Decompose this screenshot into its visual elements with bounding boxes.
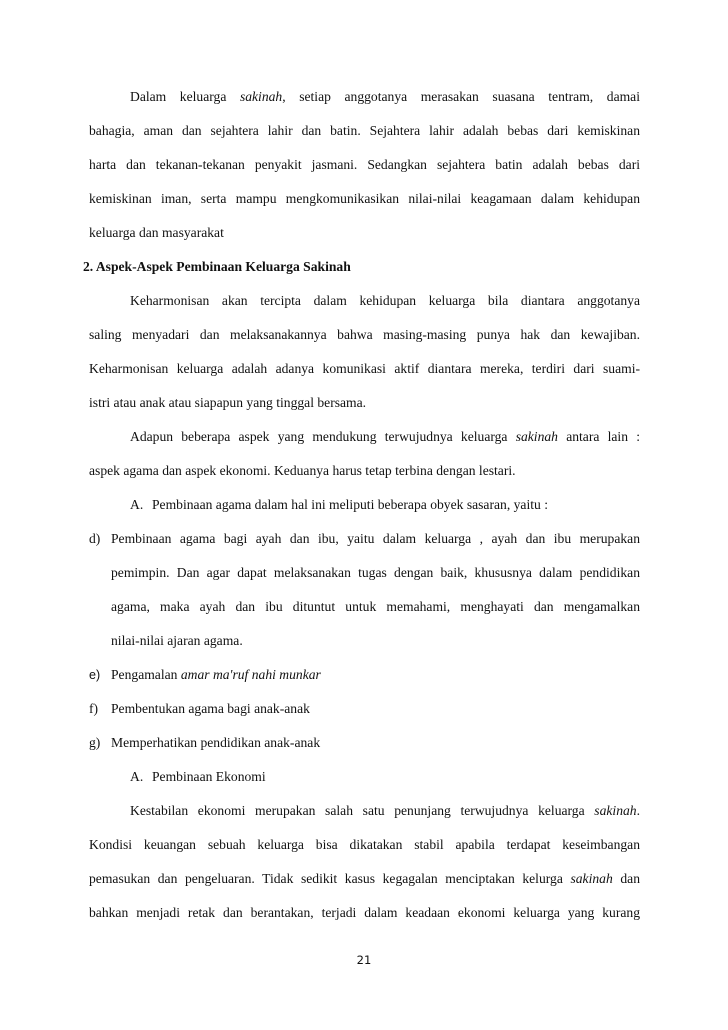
list-label: e) xyxy=(89,668,101,682)
italic-term: sakinah xyxy=(570,871,613,886)
paragraph-line: kemiskinan iman, serta mampu mengkomunikasikan nilai-nilai keagamaan dalam kehidupan xyxy=(89,191,640,206)
list-continuation: nilai-nilai ajaran agama. xyxy=(111,633,243,648)
list-item-f xyxy=(89,700,640,718)
paragraph-line: Kondisi keuangan sebuah keluarga bisa dikatakan stabil apabila terdapat keseimbangan xyxy=(89,837,640,852)
list-continuation: pemimpin. Dan agar dapat melaksanakan tugas dengan baik, khususnya dalam pendidikan xyxy=(111,565,640,580)
list-item-d xyxy=(89,530,640,548)
section-heading: 2. Aspek-Aspek Pembinaan Keluarga Sakinah xyxy=(83,259,351,274)
list-item-g xyxy=(89,734,640,752)
paragraph-line: istri atau anak atau siapapun yang tinggal bersama. xyxy=(89,395,367,410)
italic-term: sakinah xyxy=(594,803,637,818)
paragraph-line: harta dan tekanan-tekanan penyakit jasmani. Sedangkan sejahtera batin adalah bebas dari xyxy=(89,157,640,172)
list-continuation: agama, maka ayah dan ibu dituntut untuk memahami, menghayati dan mengamalkan xyxy=(111,599,640,614)
text-span: Kestabilan ekonomi merupakan salah satu penunjang terwujudnya keluarga xyxy=(130,803,595,818)
italic-term: sakinah xyxy=(239,89,283,104)
paragraph-line xyxy=(130,802,640,820)
italic-term: sakinah xyxy=(515,429,558,444)
subheading-agama xyxy=(130,496,640,514)
text-span: antara lain : xyxy=(557,429,640,444)
paragraph-line xyxy=(130,88,640,106)
sub-text: Pembinaan agama dalam hal ini meliputi beberapa obyek sasaran, yaitu : xyxy=(152,497,548,512)
list-text: Pembinaan agama bagi ayah dan ibu, yaitu dalam keluarga , ayah dan ibu merupakan xyxy=(111,531,640,546)
paragraph-line xyxy=(130,428,640,446)
text-span: Dalam keluarga xyxy=(130,89,240,104)
text-span: Adapun beberapa aspek yang mendukung terwujudnya keluarga xyxy=(130,429,516,444)
paragraph-line: bahkan menjadi retak dan berantakan, terjadi dalam keadaan ekonomi keluarga yang kurang xyxy=(89,905,640,920)
paragraph-line: Keharmonisan keluarga adalah adanya komunikasi aktif diantara mereka, terdiri dari suami- xyxy=(89,361,640,376)
sub-text: Pembinaan Ekonomi xyxy=(152,769,266,784)
sub-label: A. xyxy=(130,769,144,784)
paragraph-line xyxy=(89,870,640,888)
text-span: pemasukan dan pengeluaran. Tidak sedikit kasus kegagalan menciptakan kelurga xyxy=(89,871,571,886)
paragraph-line: keluarga dan masyarakat xyxy=(89,225,224,240)
paragraph-line: saling menyadari dan melaksanakannya bahwa masing-masing punya hak dan kewajiban. xyxy=(89,327,640,342)
list-text: Memperhatikan pendidikan anak-anak xyxy=(111,735,321,750)
list-text: Pengamalan xyxy=(111,667,181,682)
text-span: dan xyxy=(612,871,640,886)
paragraph-line: aspek agama dan aspek ekonomi. Keduanya harus tetap terbina dengan lestari. xyxy=(89,463,516,478)
page-number: 21 xyxy=(356,953,372,967)
text-span: , setiap anggotanya merasakan suasana tentram, damai xyxy=(282,89,640,104)
text-span: . xyxy=(636,803,640,818)
subheading-ekonomi xyxy=(130,768,640,786)
list-label: d) xyxy=(89,531,101,546)
list-label: g) xyxy=(89,735,101,750)
paragraph-line: Keharmonisan akan tercipta dalam kehidupan keluarga bila diantara anggotanya xyxy=(130,293,640,308)
list-label: f) xyxy=(89,701,99,716)
list-text: Pembentukan agama bagi anak-anak xyxy=(111,701,310,716)
sub-label: A. xyxy=(130,497,144,512)
paragraph-line: bahagia, aman dan sejahtera lahir dan batin. Sejahtera lahir adalah bebas dari kemiskinan xyxy=(89,123,640,138)
italic-term: amar ma'ruf nahi munkar xyxy=(180,667,321,682)
list-item-e xyxy=(89,666,640,684)
